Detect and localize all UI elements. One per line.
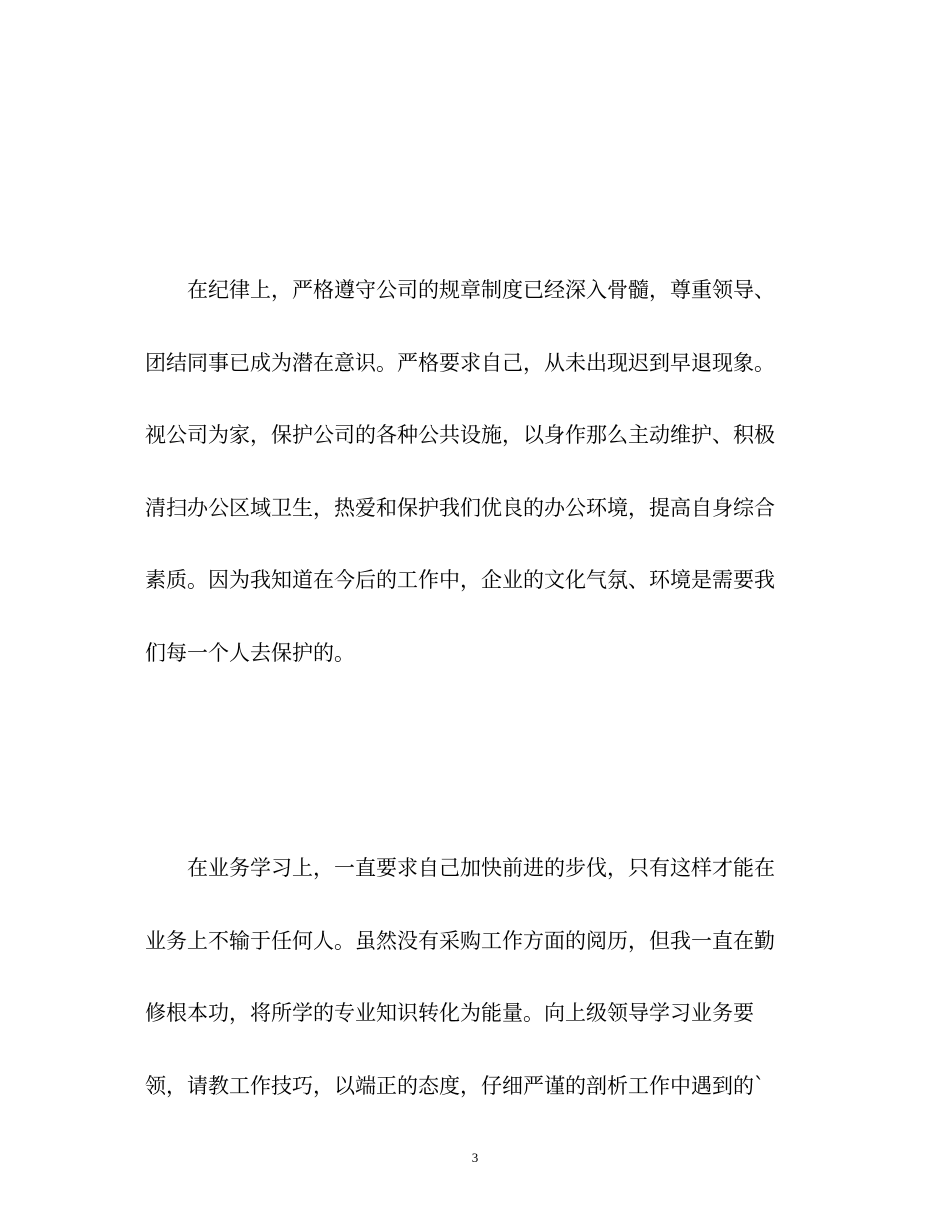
text-line: 清扫办公区域卫生，热爱和保护我们优良的办公环境，提高自身综合 (145, 495, 775, 520)
text-line: 们每一个人去保护的。 (145, 640, 355, 665)
text-line: 领，请教工作技巧，以端正的态度，仔细严谨的剖析工作中遇到的` (145, 1073, 765, 1098)
text-line: 在纪律上，严格遵守公司的规章制度已经深入骨髓，尊重领导、 (145, 278, 775, 302)
paragraph-business-study (145, 848, 805, 1138)
text-line: 团结同事已成为潜在意识。严格要求自己，从未出现迟到早退现象。 (145, 350, 775, 375)
text-line: 在业务学习上，一直要求自己加快前进的步伐，只有这样才能在 (145, 856, 775, 880)
text-line: 视公司为家，保护公司的各种公共设施，以身作那么主动维护、积极 (145, 423, 775, 448)
text-line: 业务上不输于任何人。虽然没有采购工作方面的阅历，但我一直在勤 (145, 928, 775, 953)
text-line: 素质。因为我知道在今后的工作中，企业的文化气氛、环境是需要我 (145, 568, 775, 593)
text-line: 修根本功，将所学的专业知识转化为能量。向上级领导学习业务要 (145, 1001, 754, 1026)
page-number: 3 (471, 1150, 479, 1165)
paragraph-discipline (145, 270, 805, 706)
